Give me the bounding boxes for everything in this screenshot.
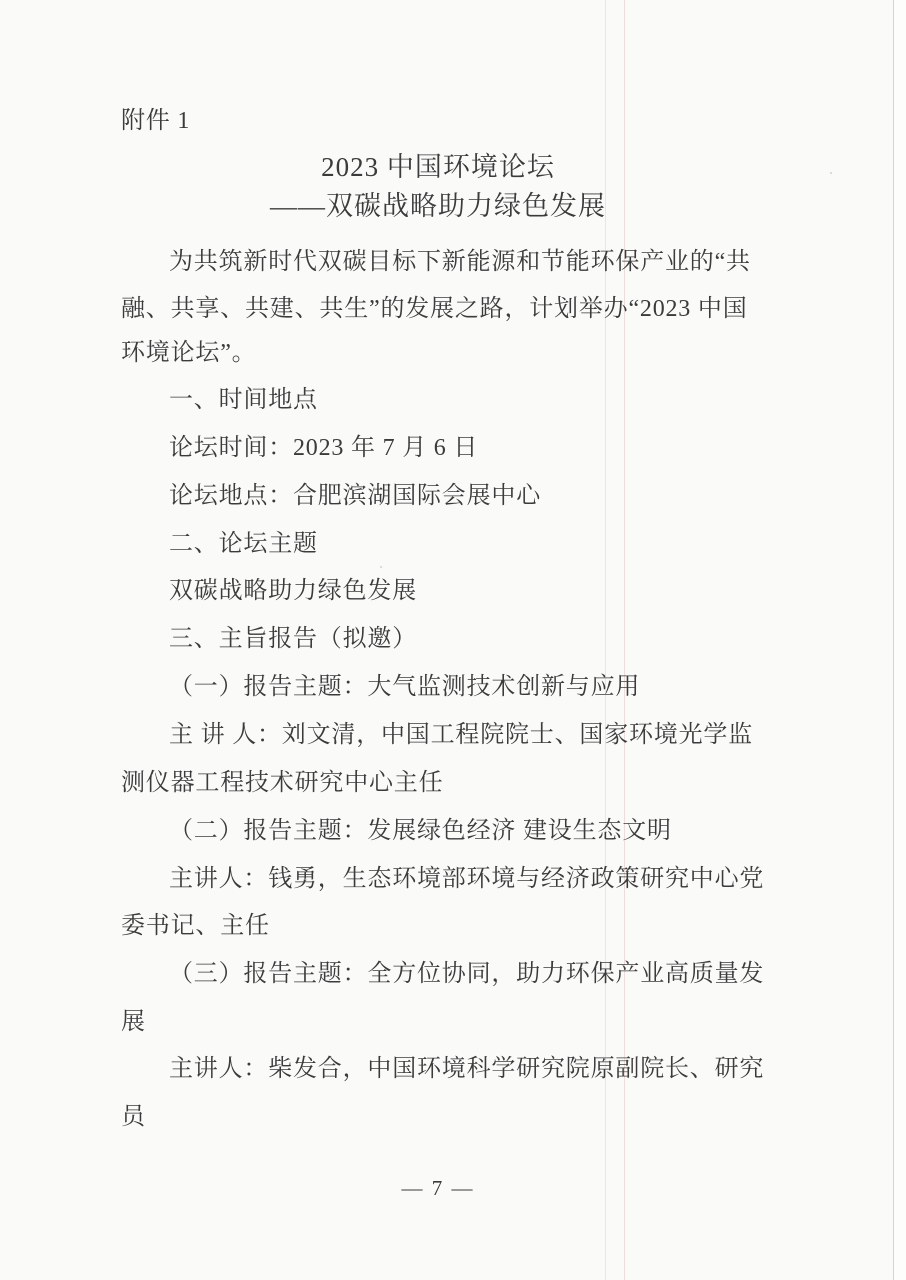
scan-speck xyxy=(380,566,382,568)
forum-time: 论坛时间：2023 年 7 月 6 日 xyxy=(169,435,479,461)
report-2-speaker-line: 委书记、主任 xyxy=(121,913,270,939)
report-3-topic-line: （三）报告主题：全方位协同，助力环保产业高质量发 xyxy=(169,961,765,987)
report-1-speaker-line: 主 讲 人：刘文清，中国工程院院士、国家环境光学监 xyxy=(169,722,753,748)
forum-theme: 双碳战略助力绿色发展 xyxy=(169,578,417,604)
forum-venue: 论坛地点：合肥滨湖国际会展中心 xyxy=(169,483,541,509)
intro-paragraph-line: 环境论坛”。 xyxy=(121,340,257,366)
section-1-heading: 一、时间地点 xyxy=(169,387,318,413)
attachment-label: 附件 1 xyxy=(121,108,191,134)
page-number: — 7 — xyxy=(401,1176,475,1200)
document-title-line1: 2023 中国环境论坛 xyxy=(321,152,555,182)
report-1-speaker-line: 测仪器工程技术研究中心主任 xyxy=(121,770,444,796)
report-2-speaker-line: 主讲人：钱勇，生态环境部环境与经济政策研究中心党 xyxy=(169,866,765,892)
scan-speck xyxy=(830,172,832,174)
intro-paragraph-line: 为共筑新时代双碳目标下新能源和节能环保产业的“共 xyxy=(169,249,751,275)
report-3-speaker-line: 主讲人：柴发合，中国环境科学研究院原副院长、研究 xyxy=(169,1056,765,1082)
intro-paragraph-line: 融、共享、共建、共生”的发展之路，计划举办“2023 中国 xyxy=(121,296,748,322)
section-3-heading: 三、主旨报告（拟邀） xyxy=(169,626,417,652)
report-2-topic: （二）报告主题：发展绿色经济 建设生态文明 xyxy=(169,818,672,844)
report-3-topic-line: 展 xyxy=(121,1009,146,1035)
scan-edge-strip xyxy=(894,0,906,1280)
report-1-topic: （一）报告主题：大气监测技术创新与应用 xyxy=(169,674,641,700)
document-title-line2: ——双碳战略助力绿色发展 xyxy=(270,191,606,221)
section-2-heading: 二、论坛主题 xyxy=(169,531,318,557)
report-3-speaker-line: 员 xyxy=(121,1104,146,1130)
